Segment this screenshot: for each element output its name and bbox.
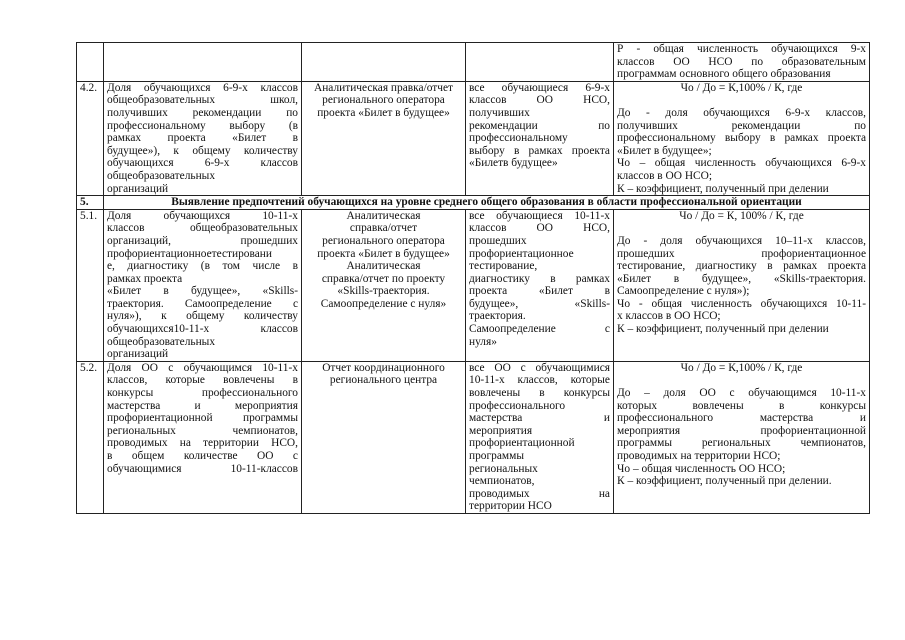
text-line: проекта «Билет в будущее» xyxy=(317,247,450,260)
formula-cell xyxy=(614,43,870,82)
text-line: проекта «Билет в будущее» xyxy=(317,106,450,119)
population-cell xyxy=(466,361,614,513)
text-line: проводимых на xyxy=(469,487,610,500)
text-line: профориентационное xyxy=(469,247,574,260)
text-line: организаций xyxy=(107,348,169,361)
section-title: Выявление предпочтений обучающихся на уровне среднего общего образования в области профессиональной ориентации xyxy=(104,196,870,210)
text-line: мероприятия профориентационной xyxy=(617,424,866,437)
text-line: Самоопределение с нуля» xyxy=(320,297,447,310)
text-line: профориентационной программы xyxy=(107,412,298,425)
text-line: рекомендации по xyxy=(469,119,610,132)
text-line: выбору в рамках проекта xyxy=(469,144,610,157)
text-line: классов общеобразовательных xyxy=(107,222,298,235)
text-line: До - доля обучающихся 6-9-х классов, xyxy=(617,106,866,119)
text-line: в общем количестве ОО с xyxy=(107,450,298,462)
table-row xyxy=(77,196,870,210)
row-number-cell: 5.1. xyxy=(77,209,104,361)
text-line: программам основного общего образования xyxy=(617,68,831,81)
text-line: тестирование, диагностику в рамках проекта xyxy=(617,260,866,273)
text-line: Аналитическая правка/отчет xyxy=(313,81,454,94)
text-line: будущее», «Skills- xyxy=(469,297,610,310)
text-line: чемпионатов, xyxy=(469,475,535,488)
text-line: справка/отчет xyxy=(349,222,418,235)
text-line: мероприятия xyxy=(469,424,533,437)
text-line: профессиональному xyxy=(469,132,568,145)
text-line: обучающихся 6-9-х классов xyxy=(107,157,298,170)
indicator-cell xyxy=(104,43,302,82)
text-line: Самоопределение с нуля»); xyxy=(617,285,750,298)
text-line: проводимых на территории НСО; xyxy=(617,450,781,462)
text-line: региональных xyxy=(469,462,538,475)
text-line: обучающимися 10-11-классов xyxy=(107,462,298,475)
formula-cell xyxy=(614,361,870,513)
text-line: профессионального мастерства и xyxy=(617,412,866,425)
text-line: Чо / До = К, 100% / К, где xyxy=(679,209,804,222)
text-line: общеобразовательных xyxy=(107,335,216,348)
text-line: тестирование, xyxy=(469,260,538,273)
text-line: общеобразовательных xyxy=(107,169,216,182)
text-line: профориентационноетестировани xyxy=(107,247,272,260)
source-cell xyxy=(302,209,466,361)
text-line: Чо – общая численность обучающихся 6-9-х xyxy=(617,157,866,170)
text-line: конкурсы профессионального xyxy=(107,387,298,400)
formula-cell xyxy=(614,209,870,361)
indicator-cell xyxy=(104,209,302,361)
text-line: К – коэффициент, полученный при делении. xyxy=(617,475,832,488)
text-line: региональных чемпионатов, xyxy=(107,424,298,437)
source-cell xyxy=(302,81,466,195)
text-line: траектория. xyxy=(469,310,526,323)
row-number-cell: 5. xyxy=(77,196,104,210)
text-line: диагностику в рамках xyxy=(469,272,610,285)
text-line: регионального центра xyxy=(329,374,438,387)
text-line: которых вовлечены в конкурсы xyxy=(617,399,866,412)
text-line: будущее»), к общему количеству xyxy=(107,144,298,157)
text-line: прошедших xyxy=(469,234,527,247)
text-line: рамках проекта xyxy=(107,272,183,285)
text-line: До - доля обучающихся 10–11-х классов, xyxy=(617,234,866,247)
text-line: х классов в ОО НСО; xyxy=(617,310,721,323)
text-line: общеобразовательных школ, xyxy=(107,94,298,107)
source-cell xyxy=(302,361,466,513)
text-line: Чо / До = К,100% / К, где xyxy=(680,361,803,374)
text-line: Р - общая численность обучающихся 9-х xyxy=(617,43,866,55)
text-line: 10-11-х классов, которые xyxy=(469,374,610,387)
text-line: «Билет в будущее», «Skills-траектория. xyxy=(617,272,866,285)
table-row xyxy=(77,209,870,361)
text-line: программы xyxy=(469,450,524,462)
text-line: все обучающиеся 10-11-х xyxy=(469,209,610,222)
text-line xyxy=(617,374,866,387)
row-number-cell: 5.2. xyxy=(77,361,104,513)
table-row xyxy=(77,361,870,513)
text-line: Доля обучающихся 6-9-х классов xyxy=(107,81,298,94)
text-line: «Билетв будущее» xyxy=(469,157,558,170)
row-number-cell xyxy=(77,43,104,82)
text-line: классов, которые вовлечены в xyxy=(107,374,298,387)
text-line: «Билет в будущее»; xyxy=(617,144,712,157)
text-line: классов ОО НСО, xyxy=(469,94,610,107)
table-row xyxy=(77,43,870,82)
table-body xyxy=(77,43,870,514)
row-number-cell: 4.2. xyxy=(77,81,104,195)
text-line: справка/отчет по проекту xyxy=(321,272,446,285)
text-line xyxy=(617,94,866,107)
text-line: классов ОО НСО, xyxy=(469,222,610,235)
text-line: проводимых на территории НСО, xyxy=(107,437,298,450)
text-line: организаций xyxy=(107,182,169,195)
text-line: получивших рекомендации по xyxy=(107,106,298,119)
text-line: регионального оператора xyxy=(322,234,445,247)
population-cell xyxy=(466,43,614,82)
text-line: рамках проекта «Билет в xyxy=(107,132,298,145)
formula-cell xyxy=(614,81,870,195)
text-line: Чо / До = К,100% / К, где xyxy=(680,81,803,94)
text-line: обучающихся10-11-х классов xyxy=(107,323,298,336)
text-line: Аналитическая xyxy=(346,209,421,222)
text-line: профессионального xyxy=(469,399,566,412)
text-line: регионального оператора xyxy=(322,94,445,107)
text-line: мастерства и xyxy=(469,412,610,425)
table-row xyxy=(77,81,870,195)
text-line: Доля обучающихся 10-11-х xyxy=(107,209,298,222)
text-line: классов в ОО НСО; xyxy=(617,169,713,182)
text-line: Самоопределение с xyxy=(469,323,610,336)
text-line: нуля»), к общему количеству xyxy=(107,310,298,323)
source-cell xyxy=(302,43,466,82)
text-line: все обучающиеся 6-9-х xyxy=(469,81,610,94)
text-line: Доля ОО с обучающимся 10-11-х xyxy=(107,361,298,374)
text-line: нуля» xyxy=(469,335,497,348)
text-line: профориентационной xyxy=(469,437,575,450)
indicator-cell xyxy=(104,361,302,513)
text-line: Отчет координационного xyxy=(322,361,445,374)
text-line: «Skills-траектория. xyxy=(337,285,430,298)
text-line: е, диагностику (в том числе в xyxy=(107,260,298,273)
text-line: траектория. Самоопределение с xyxy=(107,297,298,310)
text-line: «Билет в будущее», «Skills- xyxy=(107,285,298,298)
text-line: К – коэффициент, полученный при делении xyxy=(617,182,829,195)
text-line: профессиональному выбору в рамках проекта xyxy=(617,132,866,145)
text-line: прошедших профориентационное xyxy=(617,247,866,260)
population-cell xyxy=(466,81,614,195)
text-line: организаций, прошедших xyxy=(107,234,298,247)
text-line: К – коэффициент, полученный при делении xyxy=(617,323,829,336)
text-line: проекта «Билет в xyxy=(469,285,610,298)
text-line: территории НСО xyxy=(469,500,552,513)
indicator-cell xyxy=(104,81,302,195)
document-page xyxy=(76,42,870,514)
text-line: программы региональных чемпионатов, xyxy=(617,437,866,450)
text-line: мастерства и мероприятия xyxy=(107,399,298,412)
text-line: вовлечены в конкурсы xyxy=(469,387,610,400)
text-line: все ОО с обучающимися xyxy=(469,361,610,374)
text-line: Чо – общая численность ОО НСО; xyxy=(617,462,786,475)
text-line xyxy=(617,222,866,235)
text-line: Чо - общая численность обучающихся 10-11- xyxy=(617,297,866,310)
text-line: классов ОО НСО по образовательным xyxy=(617,55,866,68)
text-line: получивших рекомендации по xyxy=(617,119,866,132)
population-cell xyxy=(466,209,614,361)
text-line: профессиональному выбору (в xyxy=(107,119,298,132)
text-line: Аналитическая xyxy=(346,260,421,273)
text-line: получивших xyxy=(469,106,530,119)
indicators-table xyxy=(76,42,870,514)
text-line: До – доля ОО с обучающимся 10-11-х xyxy=(617,387,866,400)
